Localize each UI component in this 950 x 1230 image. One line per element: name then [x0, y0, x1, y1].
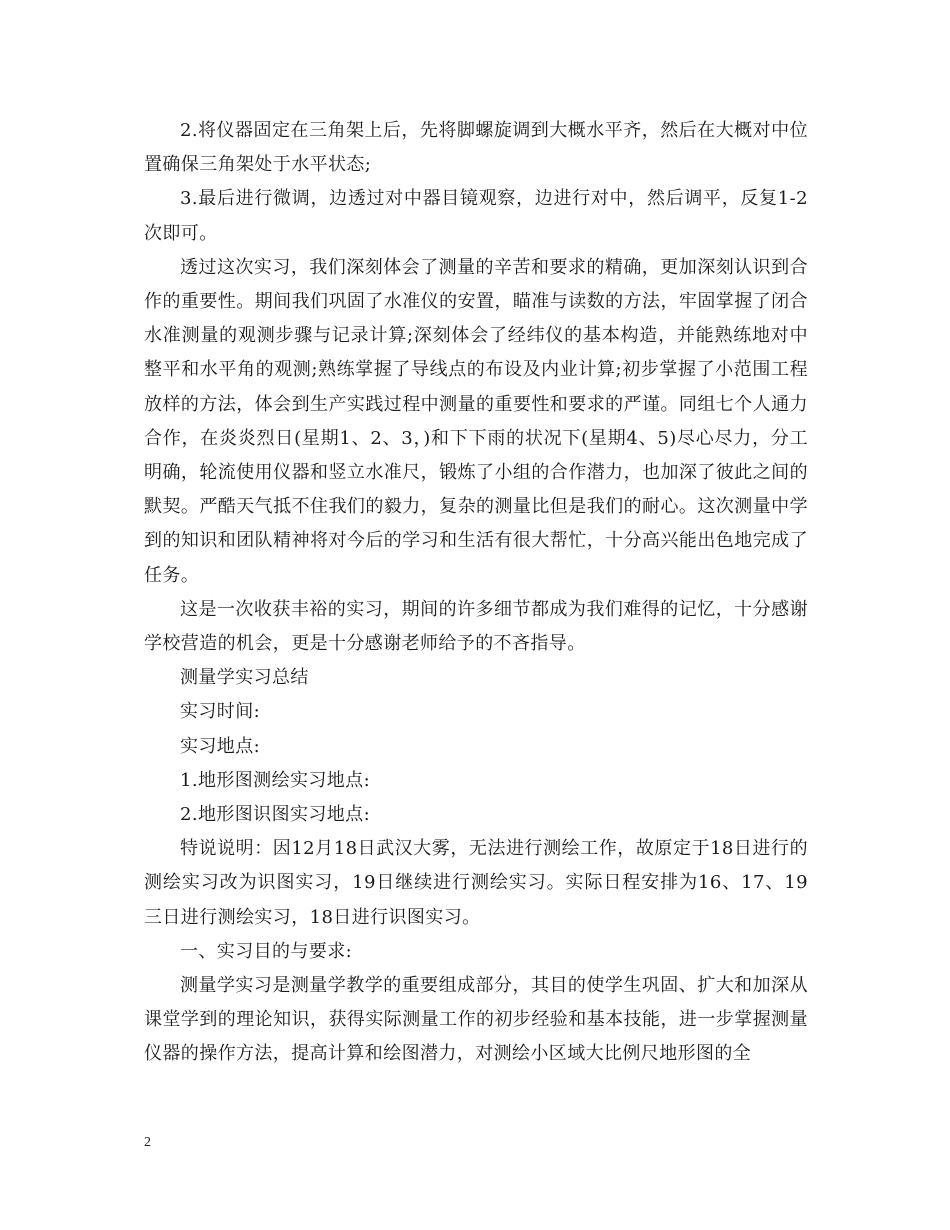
paragraph-reflection: 透过这次实习，我们深刻体会了测量的辛苦和要求的精确，更加深刻认识到合作的重要性。期间我们巩固了水准仪的安置，瞄准与读数的方法，牢固掌握了闭合水准测量的观测步骤与记录计算;深刻体会了经纬仪的基本构造，并能熟练地对中整平和水平角的观测;熟练掌握了导线点的布设及内业计算;初步掌握了小范围工程放样的方法，体会到生产实践过程中测量的重要性和要求的严谨。同组七个人通力合作，在炎炎烈日(星期1、2、3，)和下下雨的状况下(星期4、5)尽心尽力，分工明确，轮流使用仪器和竖立水准尺，锻炼了小组的合作潜力，也加深了彼此之间的默契。严酷天气抵不住我们的毅力，复杂的测量比但是我们的耐心。这次测量中学到的知识和团队精神将对今后的学习和生活有很大帮忙，十分高兴能出色地完成了任务。: [144, 256, 808, 586]
page-number: 2: [144, 1135, 151, 1150]
paragraph-purpose: 测量学实习是测量学教学的重要组成部分，其目的使学生巩固、扩大和加深从课堂学到的理论知识，获得实际测量工作的初步经验和基本技能，进一步掌握测量仪器的操作方法，提高计算和绘图潜力，对测绘小区域大比例尺地形图的全: [144, 975, 808, 1065]
internship-time: 实习时间:: [180, 701, 261, 723]
location-item-2: 2.地形图识图实习地点:: [180, 804, 371, 826]
paragraph-thanks: 这是一次收获丰裕的实习，期间的许多细节都成为我们难得的记忆，十分感谢学校营造的机会，更是十分感谢老师给予的不吝指导。: [144, 598, 808, 655]
paragraph-step-3: 3.最后进行微调，边透过对中器目镜观察，边进行对中，然后调平，反复1-2次即可。: [144, 188, 808, 244]
paragraph-special-note: 特说说明：因12月18日武汉大雾，无法进行测绘工作，故原定于18日进行的测绘实习改为识图实习，19日继续进行测绘实习。实际日程安排为16、17、19三日进行测绘实习，18日进行识图实习。: [144, 838, 808, 928]
section-title: 测量学实习总结: [180, 667, 309, 689]
document-body: [144, 114, 808, 1072]
location-item-1: 1.地形图测绘实习地点:: [180, 769, 371, 791]
paragraph-step-2: 2.将仪器固定在三角架上后，先将脚螺旋调到大概水平齐，然后在大概对中位置确保三角架处于水平状态;: [144, 120, 808, 176]
internship-location: 实习地点:: [180, 735, 261, 757]
heading-purpose: 一、实习目的与要求:: [180, 940, 353, 962]
